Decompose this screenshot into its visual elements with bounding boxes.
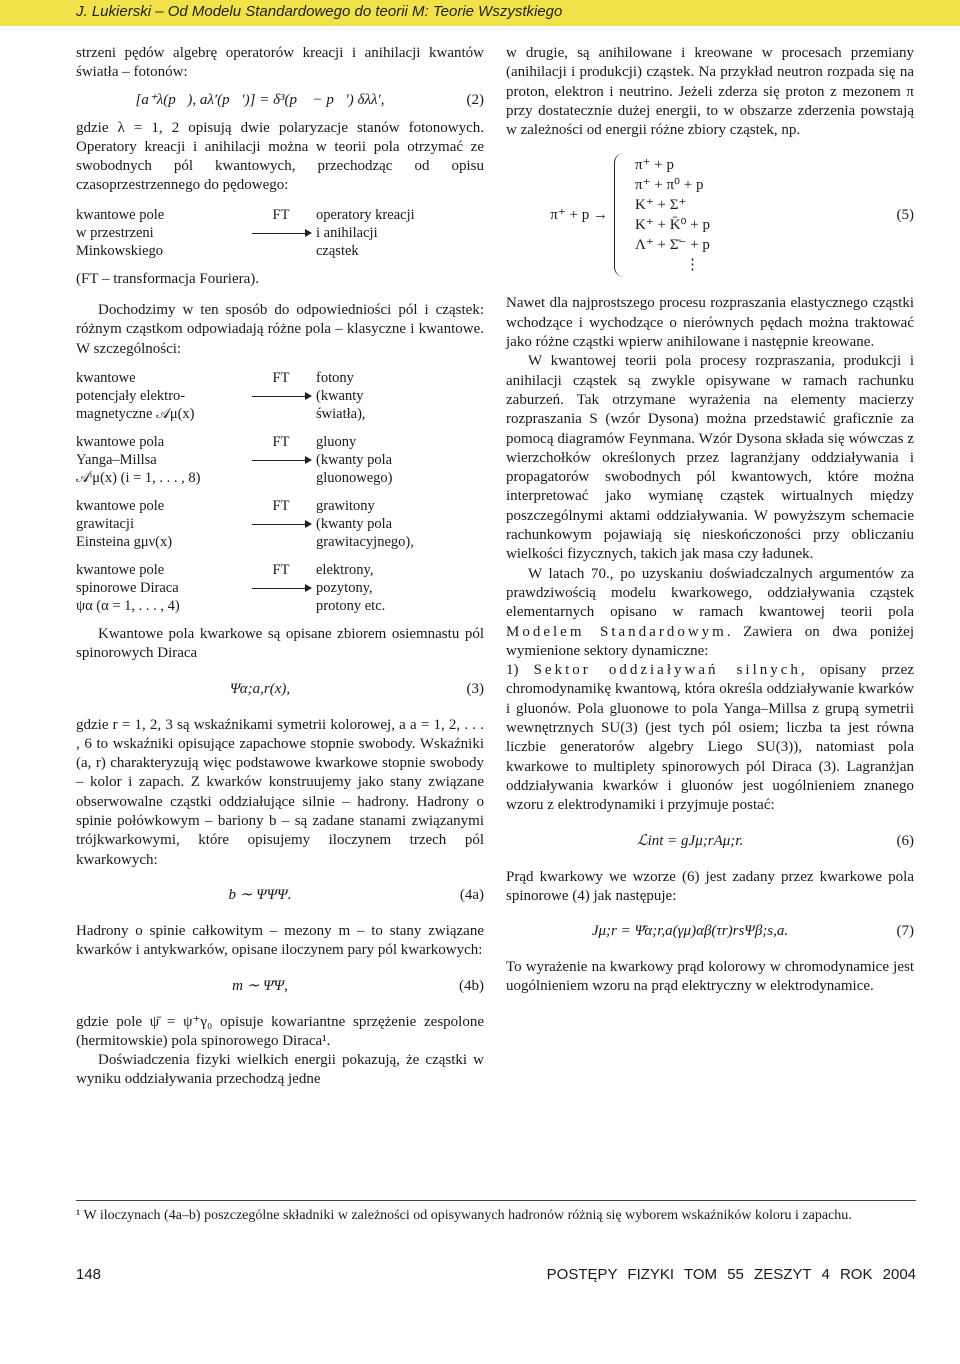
equation-4a [76,884,484,908]
spaced-term: Modelem Standardowym [506,623,727,640]
arrow-icon [246,579,316,597]
ft-label: FT [272,497,290,514]
arrow-icon [246,387,316,405]
equation-expression: ℒint = gJμ;rAμ;r. [636,832,744,849]
paragraph: Nawet dla najprostszego procesu rozpraszania elastycznego cząstki wchodzące i wychodzące o nierównych pędach można traktować jako różne cząstki wpierw anihilowane i następnie kreowane. [506,295,914,351]
page-number: 148 [76,1266,102,1283]
reaction-product: Λ⁺ + Σ̄⁻ + p [635,237,710,254]
equation-expression: m ∼ Ψ̄Ψ, [232,977,288,994]
equation-expression: Jμ;r = Ψ̄α;r,a(γμ)αβ(τr)rsΨβ;s,a. [591,923,789,940]
reaction-lhs: π⁺ + p → [550,206,608,223]
arrow-icon [246,515,316,533]
ft-label: FT [272,369,290,386]
text-run: . Zawiera on dwa poniżej wymienione sektory dynamiczne: [506,623,914,659]
ft-arrow [246,561,316,615]
journal-info: POSTĘPY FIZYKI TOM 55 ZESZYT 4 ROK 2004 [546,1266,916,1283]
field-particle-scheme [76,206,484,260]
correspondence-row [76,433,484,487]
page-footer [76,1266,916,1283]
running-head: J. Lukierski – Od Modelu Standardowego do teorii M: Teorie Wszystkiego [76,3,563,20]
scheme-right: gluony (kwanty pola gluonowego) [316,433,393,486]
ft-label: FT [272,561,290,578]
ft-arrow [246,206,316,260]
reaction-products [635,155,874,275]
footnote: ¹ W iloczynach (4a–b) poszczególne składniki w zależności od opisywanych hadronów różnią się wyborem wskaźników koloru i zapachu. [76,1200,916,1225]
ft-note: (FT – transformacja Fouriera). [76,270,259,287]
text-run: W latach 70., po uzyskaniu doświadczalnych argumentów za prawdziwością modelu kwarkowego, oddziaływania cząstek elementarnych opisano w ramach kwantowej teorii pola [506,565,914,621]
correspondence-row [76,497,484,551]
reaction-product: ⋮ [685,257,700,274]
correspondence-row [76,369,484,423]
equation-number: (5) [896,206,914,223]
equation-number: (4a) [459,887,484,904]
paragraph: w drugie, są anihilowane i kreowane w procesach przemiany (anihilacji i produkcji) cząstek. Na przykład neutron rozpada się na proton, elektron i neutrino. Jeżeli zderza się proton z mezonem π przy dostatecznie dużej energii, to w obszarze zderzenia powstają w zależności od energii różne zbiory cząstek, np. [506,45,914,139]
equation-expression: b ∼ ΨΨΨ. [228,887,292,904]
ft-label: FT [272,206,290,223]
equation-number: (7) [896,923,914,940]
paragraph: Dochodzimy w ten sposób do odpowiedniości pól i cząstek: różnym cząstkom odpowiadają różne pola – klasyczne i kwantowe. W szczególności: [76,302,484,357]
paragraph [506,565,914,661]
paragraph: strzeni pędów algebrę operatorów kreacji i anihilacji kwantów światła – fotonów: [76,45,484,81]
ft-arrow [246,433,316,487]
equation-2 [76,89,484,113]
reaction-product: K⁺ + Σ⁺ [635,197,687,214]
equation-5 [506,150,914,280]
paragraph: Doświadczenia fizyki wielkich energii pokazują, że cząstki w wyniku oddziaływania przechodzą jedne [76,1052,484,1088]
equation-number: (2) [466,91,484,108]
equation-3 [76,678,484,702]
correspondence-row [76,561,484,615]
paragraph: Hadrony o spinie całkowitym – mezony m – to stany związane kwarków i antykwarków, opisane iloczynem pary pól kwarkowych: [76,922,484,959]
equation-4b [76,975,484,999]
text-run: , opisany przez chromodynamikę kwantową, która określa oddziaływanie kwarków i gluonów. Pola gluonowe to pola Yanga–Millsa z grupą symetrii wewnętrznych SU(3) (jest tych pól osiem; liczba ta jest równa liczbie generatorów algebry Liego SU(3)), natomiast pola kwarkowe to multiplety spinorowych pól Diraca (3). Lagranżjan oddziaływania kwarków i gluonów jest uogólnieniem znanego wzoru z elektrodynamiki i przyjmuje postać: [506,662,914,814]
scheme-left: kwantowe pole grawitacji Einsteina gμν(x) [76,497,173,550]
text-run: 1) [506,662,534,679]
arrow-icon [246,451,316,469]
paragraph: gdzie λ = 1, 2 opisują dwie polaryzacje stanów fotonowych. Operatory kreacji i anihilacji można w teorii pola otrzymać ze swobodnych pól kwantowych, przechodząc od opisu czasoprzestrzennego do pędowego: [76,119,484,194]
paragraph: Prąd kwarkowy we wzorze (6) jest zadany przez kwarkowe pola spinorowe (4) jak następuje: [506,868,914,904]
equation-expression: Ψα;a,r(x), [229,680,291,697]
arrow-icon [246,224,316,242]
equation-expression: [a⁺λ(p⃗), aλ′(p⃗′)] = δ³(p⃗ − p⃗′) δλλ′, [135,91,385,108]
paragraph: To wyrażenie na kwarkowy prąd kolorowy w chromodynamice jest uogólnieniem wzoru na prąd elektryczny w elektrodynamice. [506,959,914,995]
paragraph: W kwantowej teorii pola procesy rozpraszania, produkcji i anihilacji cząstek są zwykle opisywane w ramach rachunku zaburzeń. Tak otrzymane wyrażenia na elementy macierzy rozpraszania S (wzór Dysona) można przedstawić graficznie za pomocą diagramów Feynmana. Wzór Dysona składa się wówczas z wierzchołków określonych przez lagranżjany oddziaływania i propagatorów swobodnych pól kwantowych, które można interpretować jako wymianę cząstek wirtualnych między poszczególnymi aktami oddziaływania. W powyższym schemacie rachunkowym pojawiają się nieskończoności przy obliczaniu wielkości fizycznych, takich jak masa czy ładunek. [506,353,914,563]
paragraph [506,661,914,815]
ft-arrow [246,369,316,423]
scheme-right: operatory kreacji i anihilacji cząstek [316,206,415,259]
correspondence-list [76,369,484,615]
left-brace-icon [614,153,627,277]
equation-number: (6) [896,832,914,849]
ft-label: FT [272,433,290,450]
right-column [506,44,914,997]
equation-7 [506,920,914,944]
scheme-left: kwantowe potencjały elektro- magnetyczne 𝒜μ(x) [76,369,195,422]
scheme-left: kwantowe pola Yanga–Millsa 𝒜ⁱμ(x) (i = 1, . . . , 8) [76,433,201,486]
scheme-left: kwantowe pole spinorowe Diraca ψα (α = 1, . . . , 4) [76,561,180,614]
paragraph: gdzie pole ψ̄ = ψ⁺γ₀ opisuje kowariantne sprzężenie zespolone (hermitowskie) pola spinorowego Diraca¹. [76,1013,484,1049]
spaced-term: Sektor oddziaływań silnych [533,662,801,679]
ft-arrow [246,497,316,551]
equation-6 [506,830,914,854]
reaction-product: π⁺ + π⁰ + p [635,177,704,194]
scheme-right: fotony (kwanty światła), [316,369,366,422]
left-column [76,44,484,1090]
paragraph: gdzie r = 1, 2, 3 są wskaźnikami symetrii kolorowej, a a = 1, 2, . . . , 6 to wskaźniki opisujące zapachowe stopnie swobody. Wskaźniki (a, r) charakteryzują więc podstawowe kwarkowe stopnie swobody – kolor i zapach. Z kwarków konstruujemy jako stany związane obserwowalne cząstki oddziałujące silnie – hadrony. Hadrony o spinie połówkowym – bariony b – są zadane stanami związanymi trójkwarkowymi, które opisujemy iloczynem trzech pól kwarkowych: [76,716,484,868]
equation-number: (3) [466,680,484,697]
scheme-right: elektrony, pozytony, protony etc. [316,561,386,614]
reaction-product: K⁺ + K̄⁰ + p [635,217,711,234]
scheme-left: kwantowe pole w przestrzeni Minkowskiego [76,206,165,259]
paragraph: Kwantowe pola kwarkowe są opisane zbiorem osiemnastu pól spinorowych Diraca [76,625,484,662]
scheme-right: grawitony (kwanty pola grawitacyjnego), [316,497,414,550]
equation-number: (4b) [459,977,484,994]
reaction-product: π⁺ + p [635,157,674,174]
